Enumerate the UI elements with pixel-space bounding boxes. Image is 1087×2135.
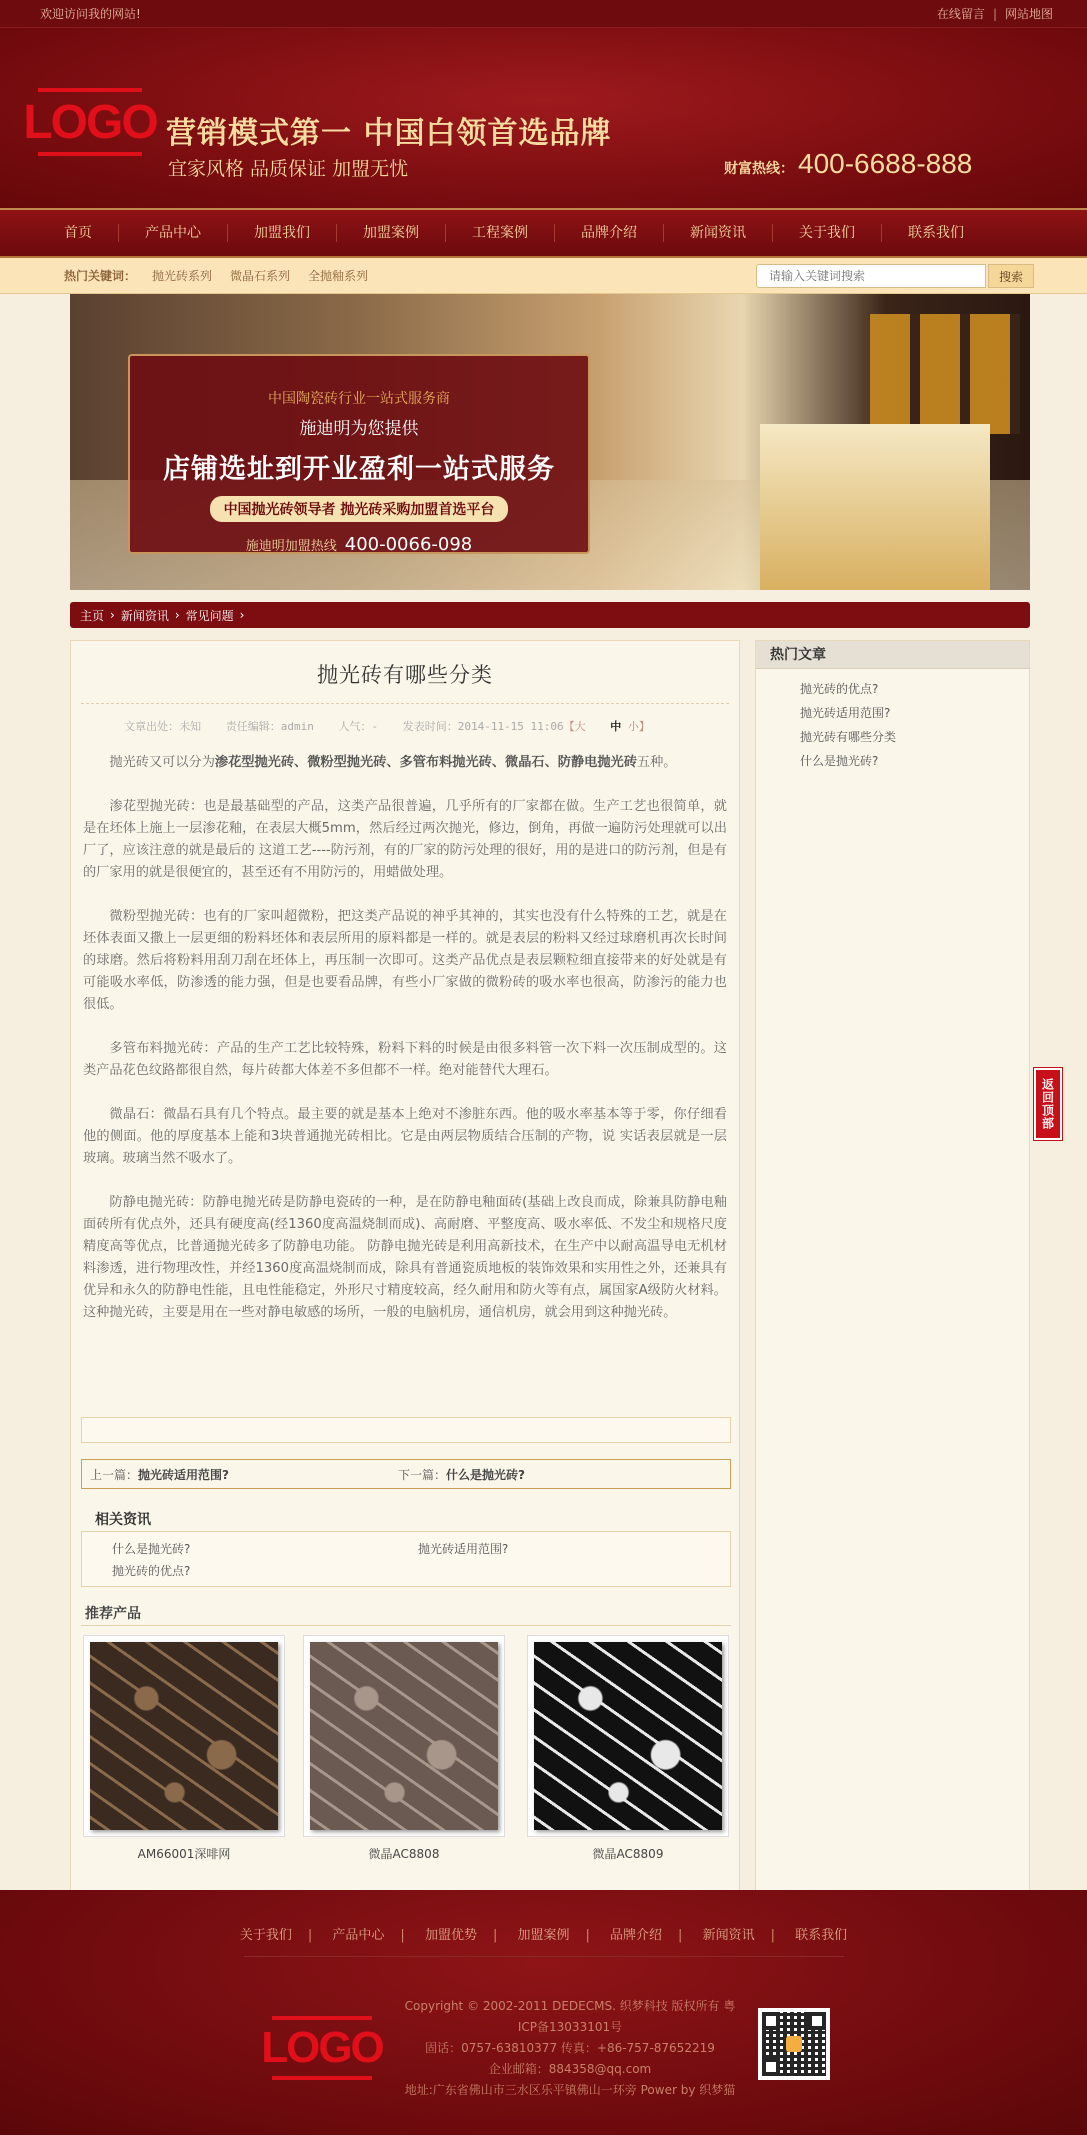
article-paragraph-crystal: 微晶石：微晶石具有几个特点。最主要的就是基本上绝对不渗脏东西。他的吸水率基本等于零，你仔细看他的侧面。他的厚度基本上能和3块普通抛光砖相比。它是由两层物质结合压制的产物，说 实话表层就是一层玻璃。玻璃当然不吸水了。	[83, 1107, 727, 1166]
hot-article-item[interactable]: 抛光砖适用范围?	[800, 706, 891, 720]
hotline-number: 400-6688-888	[798, 148, 973, 179]
footer-address: 地址:广东省佛山市三水区乐平镇佛山一环旁 Power by 织梦猫	[404, 2083, 736, 2097]
next-article	[398, 1466, 706, 1483]
banner-line-2: 施迪明为您提供	[299, 419, 419, 439]
header-hotline	[724, 148, 972, 180]
breadcrumb-faq[interactable]: 常见问题	[185, 608, 234, 623]
back-to-top-button[interactable]: 返回顶部	[1034, 1068, 1062, 1140]
article-panel	[70, 640, 740, 1892]
footer-divider	[244, 1956, 844, 1957]
site-header	[0, 28, 1087, 208]
font-size-switcher	[564, 720, 668, 733]
qr-center-logo-icon	[786, 2036, 802, 2052]
intro-categories: 渗花型抛光砖、微粉型抛光砖、多管布料抛光砖、微晶石、防静电抛光砖	[214, 755, 637, 770]
hero-banner[interactable]	[70, 294, 1030, 590]
keyword-label: 热门关键词：	[64, 269, 137, 283]
article-source: 文章出处：未知	[124, 720, 202, 733]
next-label: 下一篇：	[398, 1467, 447, 1482]
prev-label: 上一篇：	[90, 1467, 139, 1482]
product-name[interactable]: 微晶AC8808	[368, 1847, 440, 1861]
article-content	[71, 734, 739, 1324]
breadcrumb	[70, 602, 1030, 628]
banner-headline: 店铺选址到开业盈利一站式服务	[163, 454, 555, 485]
next-article-link[interactable]: 什么是抛光砖?	[446, 1467, 525, 1482]
qr-finder	[762, 2058, 780, 2076]
message-link[interactable]: 在线留言	[936, 7, 985, 21]
prev-article-link[interactable]: 抛光砖适用范围?	[138, 1467, 229, 1482]
header-slogan-sub: 宜家风格 品质保证 加盟无忧	[168, 158, 409, 180]
site-footer	[0, 1890, 1087, 2135]
footer-separator: |	[307, 1928, 313, 1943]
product-name[interactable]: AM66001深啡网	[137, 1847, 231, 1861]
related-item[interactable]: 抛光砖的优点?	[112, 1564, 191, 1578]
intro-suffix: 五种。	[636, 755, 677, 770]
article-views: 人气：-	[338, 720, 379, 733]
banner-hotline-label: 施迪明加盟热线	[245, 539, 337, 554]
article-paragraph-intro	[83, 752, 727, 774]
hot-articles-list	[756, 669, 1029, 773]
nav-item-news[interactable]: 新闻资讯	[664, 224, 773, 242]
site-logo[interactable]: LOGO	[38, 88, 142, 156]
product-image	[310, 1642, 498, 1830]
footer-info	[400, 1996, 740, 2101]
footer-link-about[interactable]: 关于我们	[239, 1928, 292, 1943]
nav-item-products[interactable]: 产品中心	[119, 224, 228, 242]
keyword-bar	[0, 258, 1087, 294]
qr-code-pattern	[762, 2012, 826, 2076]
product-card-1[interactable]	[83, 1635, 285, 1837]
hot-article-item[interactable]: 抛光砖有哪些分类	[800, 730, 897, 744]
article-extra-box	[81, 1417, 731, 1443]
footer-link-cases[interactable]: 加盟案例	[517, 1928, 570, 1943]
top-links	[937, 5, 1053, 22]
banner-tagline: 中国抛光砖领导者 抛光砖采购加盟首选平台	[210, 496, 509, 522]
banner-reception-counter	[760, 424, 990, 590]
footer-separator: |	[770, 1928, 775, 1943]
sidebar	[755, 640, 1030, 1892]
welcome-text: 欢迎访问我的网站!	[40, 7, 141, 21]
hot-article-item[interactable]: 抛光砖的优点?	[800, 682, 879, 696]
footer-link-news[interactable]: 新闻资讯	[702, 1928, 755, 1943]
footer-link-products[interactable]: 产品中心	[332, 1928, 385, 1943]
chevron-right-icon: ›	[239, 608, 245, 622]
footer-separator: |	[678, 1928, 683, 1943]
footer-separator: |	[585, 1928, 590, 1943]
breadcrumb-news[interactable]: 新闻资讯	[120, 608, 169, 623]
product-name[interactable]: 微晶AC8809	[592, 1847, 664, 1861]
sidebar-title: 热门文章	[756, 641, 1029, 669]
qr-finder	[808, 2012, 826, 2030]
top-bar	[0, 0, 1087, 28]
nav-item-join-cases[interactable]: 加盟案例	[337, 224, 446, 242]
hotline-label: 财富热线：	[724, 161, 794, 177]
banner-line-1: 中国陶瓷砖行业一站式服务商	[268, 391, 450, 407]
chevron-right-icon: ›	[110, 608, 115, 622]
header-slogan-main: 营销模式第一 中国白领首选品牌	[166, 116, 612, 151]
footer-link-contact[interactable]: 联系我们	[795, 1928, 848, 1943]
font-size-small[interactable]: 小】	[627, 720, 650, 733]
intro-prefix: 抛光砖又可以分为	[109, 755, 215, 770]
article-paragraph-micropowder: 微粉型抛光砖：也有的厂家叫超微粉，把这类产品说的神乎其神的，其实也没有什么特殊的工艺，就是在坯体表面又撒上一层更细的粉料坯体和表层所用的原料都是一样的。就是表层的粉料又经过球磨机再次长时间的球磨。然后将粉料用刮刀刮在坯体上，再压制一次即可。这类产品优点是表层颗粒细直接带来的好处就是有可能吸水率低，防渗透的能力强，但是也要看品牌，有些小厂家做的微粉砖的吸水率也很高，防渗污的能力也很低。	[83, 909, 727, 1012]
footer-email: 企业邮箱：884358@qq.com	[488, 2062, 652, 2076]
breadcrumb-home[interactable]: 主页	[80, 608, 105, 623]
footer-link-brand[interactable]: 品牌介绍	[610, 1928, 663, 1943]
nav-item-home[interactable]: 首页	[36, 224, 119, 242]
footer-logo: LOGO	[272, 2016, 372, 2080]
article-paragraph-multitube: 多管布料抛光砖：产品的生产工艺比较特殊，粉料下料的时候是由很多料管一次下料一次压制成型的。这类产品花色纹路都很自然，每片砖都大体差不多但都不一样。绝对能替代大理石。	[83, 1041, 727, 1078]
search-button[interactable]: 搜索	[988, 264, 1034, 288]
nav-item-contact[interactable]: 联系我们	[908, 225, 964, 241]
related-item[interactable]: 什么是抛光砖?	[112, 1542, 191, 1556]
footer-copyright: Copyright © 2002-2011 DEDECMS. 织梦科技 版权所有 粤ICP备13033101号	[404, 1999, 736, 2034]
article-paragraph-infiltration: 渗花型抛光砖：也是最基础型的产品，这类产品很普遍，几乎所有的厂家都在做。生产工艺也很简单，就是在坯体上施上一层渗花釉，在表层大概5mm，然后经过两次抛光，修边，倒角，再做一遍防污处理就可以出厂了，应该注意的就是最后的 这道工艺----防污剂，有的厂家的防污处理的很好，用的是进口的防污剂，但是有的厂家用的就是很便宜的，甚至还有不用防污的，用蜡做处理。	[83, 799, 727, 880]
related-item[interactable]: 抛光砖适用范围?	[418, 1542, 509, 1556]
keyword-full-glaze[interactable]: 全抛釉系列	[308, 269, 369, 283]
font-size-large[interactable]: 【大	[563, 720, 586, 733]
article-meta	[81, 703, 729, 734]
footer-separator: |	[492, 1928, 498, 1943]
banner-hotline-number: 400-0066-098	[344, 534, 473, 555]
nav-item-brand[interactable]: 品牌介绍	[555, 224, 664, 242]
qr-code	[758, 2008, 830, 2080]
footer-separator: |	[400, 1928, 405, 1943]
related-title: 相关资讯	[95, 1512, 151, 1528]
product-image	[90, 1642, 278, 1830]
hot-article-item[interactable]: 什么是抛光砖?	[800, 754, 879, 768]
footer-phone: 固话：0757-63810377 传真：+86-757-87652219	[425, 2041, 715, 2055]
footer-nav	[0, 1924, 1087, 1943]
related-list	[81, 1531, 731, 1587]
chevron-right-icon: ›	[174, 608, 180, 622]
nav-item-projects[interactable]: 工程案例	[446, 224, 555, 242]
banner-text-panel	[128, 354, 590, 554]
recommended-divider	[81, 1625, 731, 1626]
sitemap-link[interactable]: 网站地图	[1004, 7, 1053, 21]
font-size-medium[interactable]: 中	[610, 720, 622, 733]
article-editor: 责任编辑：admin	[225, 720, 314, 733]
product-image	[534, 1642, 722, 1830]
recommended-title: 推荐产品	[85, 1606, 141, 1622]
top-link-separator: |	[992, 7, 997, 21]
qr-finder	[762, 2012, 780, 2030]
nav-item-about[interactable]: 关于我们	[773, 224, 882, 242]
nav-item-join[interactable]: 加盟我们	[228, 224, 337, 242]
article-title: 抛光砖有哪些分类	[317, 663, 493, 687]
main-nav	[0, 208, 1087, 258]
prev-article	[90, 1466, 398, 1483]
article-time: 发表时间：2014-11-15 11:06	[402, 720, 564, 733]
prev-next-links	[81, 1459, 731, 1489]
banner-hotline	[130, 534, 588, 555]
article-paragraph-antistatic: 防静电抛光砖：防静电抛光砖是防静电瓷砖的一种，是在防静电釉面砖(基础上改良而成，除兼具防静电釉面砖所有优点外，还具有硬度高(经1360度高温烧制而成)、高耐磨、平整度高、吸水率低、不发尘和规格尺度精度高等优点，比普通抛光砖多了防静电功能。 防静电抛光砖是利用高新技术，在生产中以耐高温导电无机材料渗透，进行物理改性，并经1360度高温烧制而成，除具有普通瓷质地板的装饰效果和实用性之外，还兼具有优异和永久的防静电性能，且电性能稳定，外形尺寸精度较高，经久耐用和防火等有点，属国家A级防火材料。这种抛光砖，主要是用在一些对静电敏感的场所，一般的电脑机房，通信机房，就会用到这种抛光砖。	[83, 1195, 728, 1320]
footer-link-advantages[interactable]: 加盟优势	[424, 1928, 477, 1943]
product-card-3[interactable]	[527, 1635, 729, 1837]
banner-wall-tiles	[870, 314, 1020, 434]
keyword-polished-tile[interactable]: 抛光砖系列	[152, 269, 213, 283]
search-input[interactable]	[756, 264, 986, 288]
product-card-2[interactable]	[303, 1635, 505, 1837]
keyword-crystal-stone[interactable]: 微晶石系列	[230, 269, 291, 283]
